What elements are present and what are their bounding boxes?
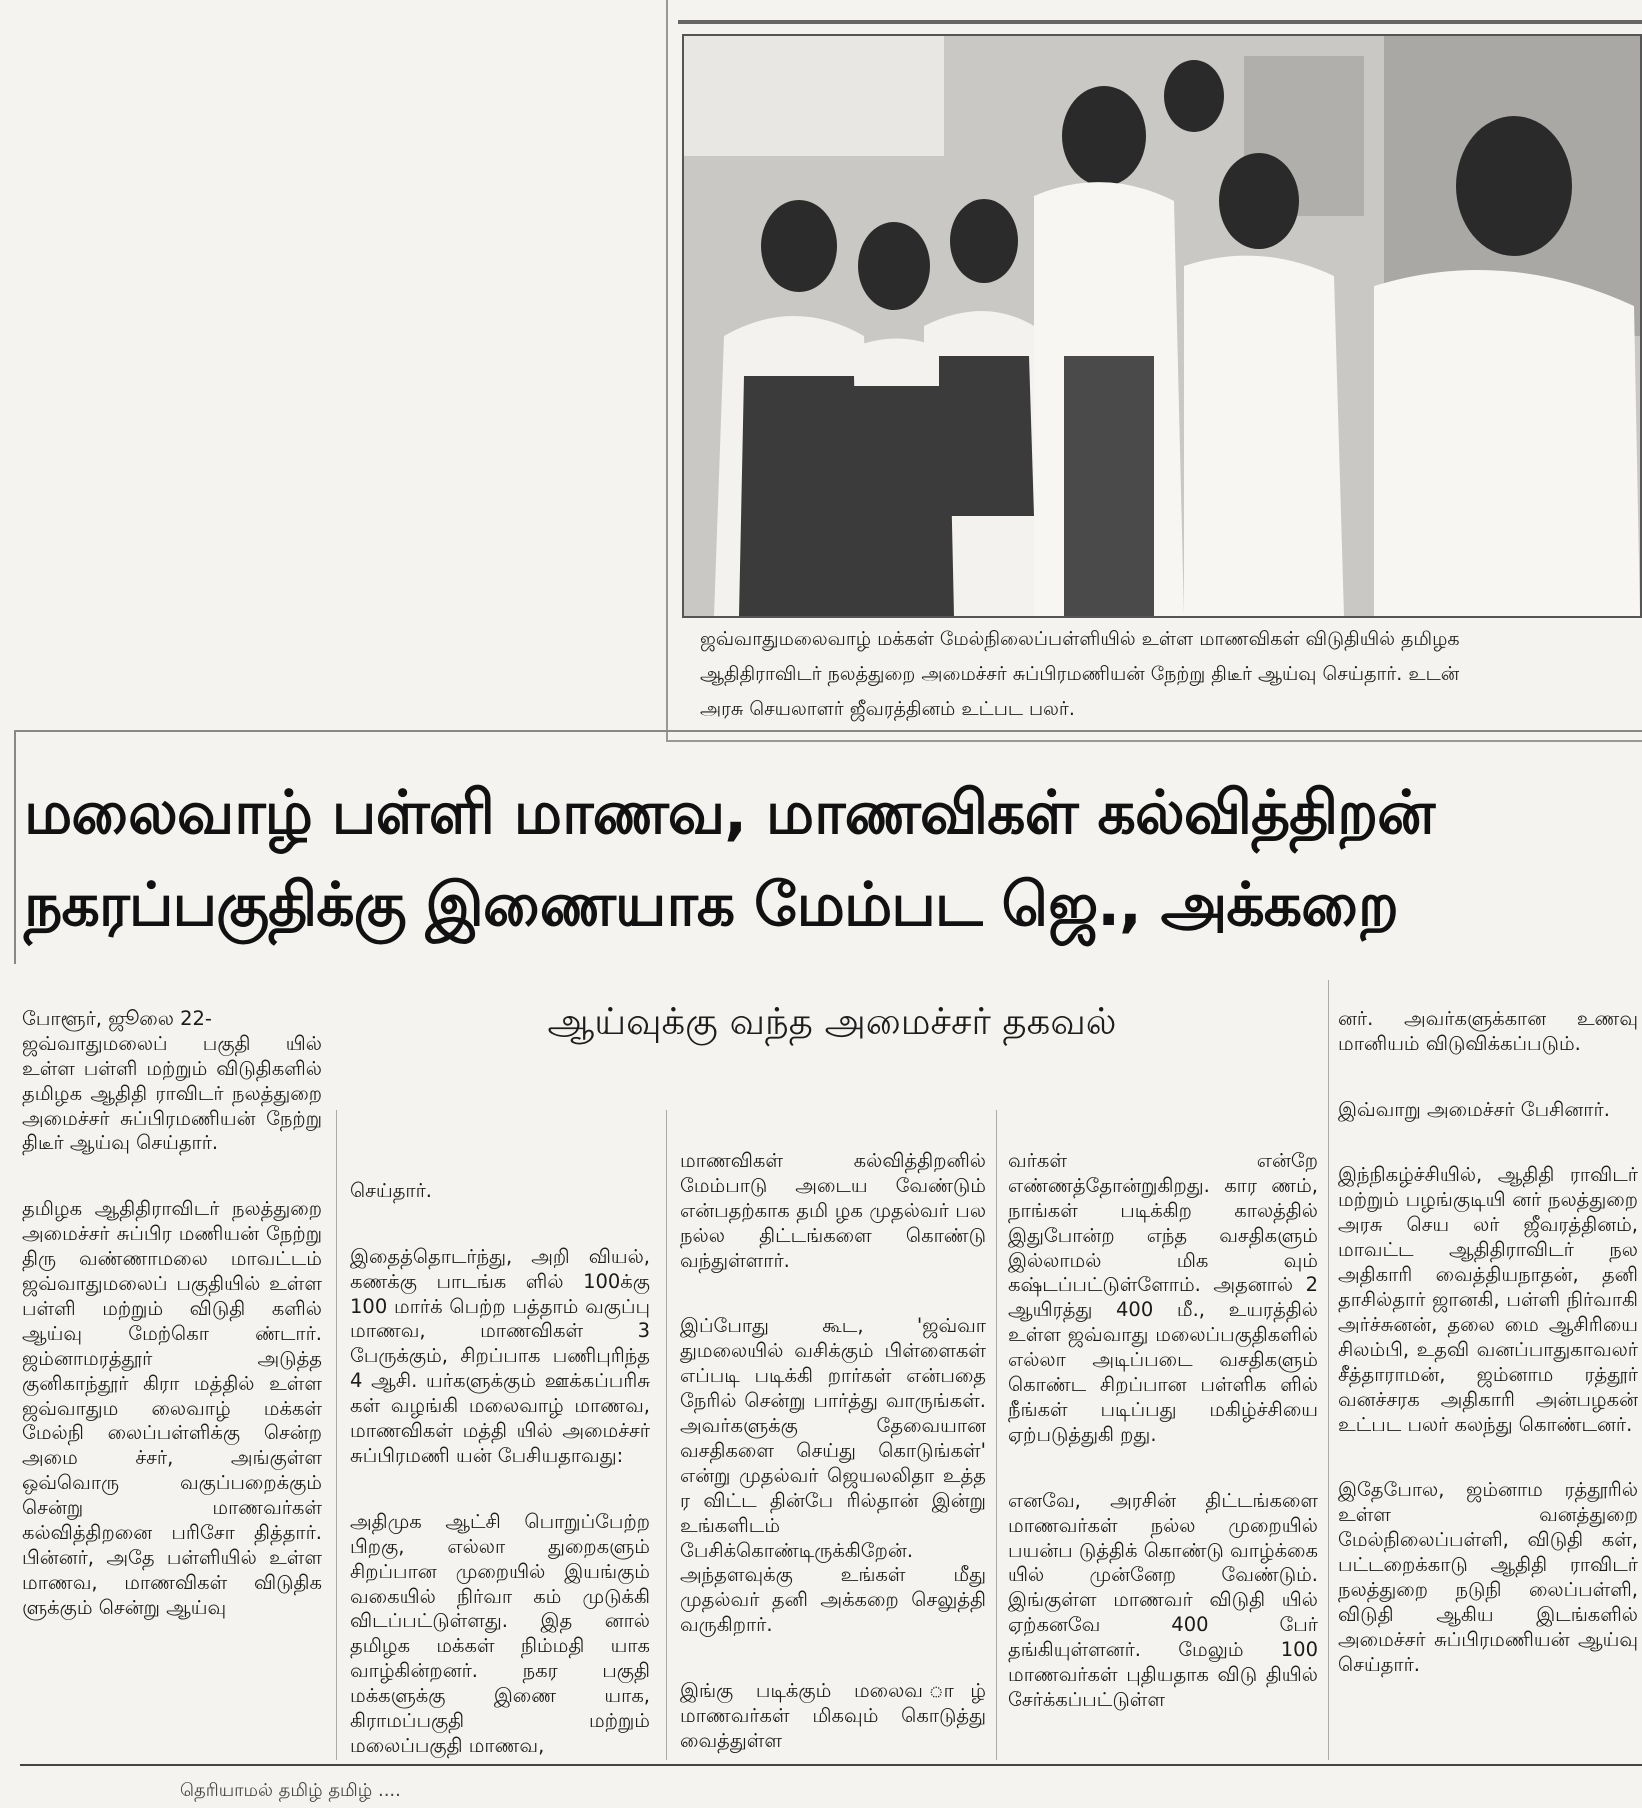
- article-column-1: [22, 982, 322, 1662]
- article-column-2: [350, 1154, 650, 1800]
- article-paragraph: செய்தார்.: [350, 1178, 432, 1202]
- column-divider: [336, 1110, 337, 1760]
- column-divider: [666, 1110, 667, 1760]
- article-paragraph: போளூர், ஜூலை 22- ஜவ்வாதுமலைப் பகுதி யில் உள்ள பள்ளி மற்றும் விடுதிகளில் தமிழக ஆதிதி ராவிடர் நலத்துறை அமைச்சர் சுப்பிரமணியன் நேற்று திடீர் ஆய்வு செய்தார்.: [22, 1006, 322, 1155]
- subheadline: ஆய்வுக்கு வந்த அமைச்சர் தகவல்: [547, 1000, 1117, 1043]
- article-paragraph: இதேபோல, ஜம்னாம ரத்தூரில் உள்ள வனத்துறை மேல்நிலைப்பள்ளி, விடுதி கள், பட்டறைக்காடு ஆதிதி ராவிடர் நலத்துறை நடுநி லைப்பள்ளி, விடுதி ஆகிய இடங்களில் அமைச்சர் சுப்பிரமணியன் ஆய்வு செய்தார்.: [1338, 1478, 1638, 1676]
- article-paragraph: இந்நிகழ்ச்சியில், ஆதிதி ராவிடர் மற்றும் பழங்குடியி னர் நலத்துறை அரசு செய லர் ஜீவரத்தினம், மாவட்ட ஆதிதிராவிடர் நல அதிகாரி வைத்தியநாதன், தனி தாசில்தார் ஜானகி, பள்ளி நிர்வாகி அர்ச்சுனன், தலை மை ஆசிரியை சிலம்பி, உதவி வனப்பாதுகாவலர் சீத்தாராமன், ஜம்னாம ரத்தூர் வனச்சரக அதிகாரி அன்பழகன் உட்பட பலர் கலந்து கொண்டனர்.: [1338, 1163, 1638, 1436]
- article-paragraph: எனவே, அரசின் திட்டங்களை மாணவர்கள் நல்ல முறையில் பயன்ப டுத்திக் கொண்டு வாழ்க்கை யில் முன்னேற வேண்டும். இங்குள்ள மாணவர் விடுதி யில் ஏற்கனவே 400 பேர் தங்கியுள்ளனர். மேலும் 100 மாணவர்கள் புதியதாக விடு தியில் சேர்க்கப்பட்டுள்ள: [1008, 1488, 1318, 1711]
- article-paragraph: வர்கள் என்றே எண்ணத்தோன்றுகிறது. கார ணம், நாங்கள் படிக்கிற காலத்தில் இதுபோன்ற எந்த வசதிகளும் இல்லாமல் மிக வும் கஷ்டப்பட்டுள்ளோம். அதனால் 2 ஆயிரத்து 400 மீ., உயரத்தில் உள்ள ஜவ்வாது மலைப்பகுதிகளில் எல்லா அடிப்படை வசதிகளும் கொண்ட சிறப்பான பள்ளிக ளில் நீங்கள் படிப்பது மகிழ்ச்சியை ஏற்படுத்துகி றது.: [1008, 1148, 1318, 1446]
- news-photo: [682, 34, 1642, 618]
- photo-caption: ஜவ்வாதுமலைவாழ் மக்கள் மேல்நிலைப்பள்ளியில் உள்ள மாணவிகள் விடுதியில் தமிழக ஆதிதிராவிடர் நலத்துறை அமைச்சர் சுப்பிரமணியன் நேற்று திடீர் ஆய்வு செய்தார். உடன் அரசு செயலாளர் ஜீவரத்தினம் உட்பட பலர்.: [700, 628, 1460, 720]
- headline-line-1: மலைவாழ் பள்ளி மாணவ, மாணவிகள் கல்வித்திறன்: [24, 778, 1435, 848]
- article-paragraph: அதிமுக ஆட்சி பொறுப்பேற்ற பிறகு, எல்லா துறைகளும் சிறப்பான முறையில் இயங்கும் வகையில் நிர்வா கம் முடுக்கி விடப்பட்டுள்ளது. இத னால் தமிழக மக்கள் நிம்மதி யாக வாழ்கின்றனர். நகர பகுதி மக்களுக்கு இணை யாக, கிராமப்பகுதி மற்றும் மலைப்பகுதி மாணவ,: [350, 1509, 650, 1757]
- photo-icon: [684, 36, 1640, 616]
- article-column-5: [1338, 982, 1638, 1718]
- column-divider: [1328, 980, 1329, 1760]
- next-article-fragment: தெரியாமல் தமிழ் தமிழ் ....: [180, 1780, 401, 1801]
- article-paragraph: இங்கு படிக்கும் மலைவ ாழ் மாணவர்கள் மிகவும் கொடுத்து வைத்துள்ள: [680, 1679, 986, 1752]
- article-paragraph: இப்போது கூட, 'ஜவ்வா துமலையில் வசிக்கும் பிள்ளைகள் எப்படி படிக்கி றார்கள் என்பதை நேரில் சென்று பார்த்து வாருங்கள். அவர்களுக்கு தேவையான வசதிகளை செய்து கொடுங்கள்' என்று முதல்வர் ஜெயலலிதா உத்த ர விட்ட தின்பே ரில்தான் இன்று உங்களிடம் பேசிக்கொண்டிருக்கிறேன். அந்தளவுக்கு உங்கள் மீது முதல்வர் தனி அக்கறை செலுத்தி வருகிறார்.: [680, 1314, 986, 1637]
- article-paragraph: தமிழக ஆதிதிராவிடர் நலத்துறை அமைச்சர் சுப்பிர மணியன் நேற்று திரு வண்ணாமலை மாவட்டம் ஜவ்வாதுமலைப் பகுதியில் உள்ள பள்ளி மற்றும் விடுதி களில் ஆய்வு மேற்கொ ண்டார். ஜம்னாமரத்தூர் அடுத்த குனிகாந்தூர் கிரா மத்தில் உள்ள ஜவ்வாதும லைவாழ் மக்கள் மேல்நி லைப்பள்ளிக்கு சென்ற அமை ச்சர், அங்குள்ள ஒவ்வொரு வகுப்பறைக்கும் சென்று மாணவர்கள் கல்வித்திறனை பரிசோ தித்தார். பின்னர், அதே பள்ளியில் உள்ள மாணவ, மாணவிகள் விடுதிக ளுக்கும் சென்று ஆய்வு: [22, 1197, 322, 1619]
- article-paragraph: இதைத்தொடர்ந்து, அறி வியல், கணக்கு பாடங்க ளில் 100க்கு 100 மார்க் பெற்ற பத்தாம் வகுப்பு மாணவ, மாணவிகள் 3 பேருக்கும், சிறப்பாக பணிபுரிந்த 4 ஆசி. யர்களுக்கும் ஊக்கப்பரிசு கள் வழங்கி மலைவாழ் மாணவ, மாணவிகள் மத்தி யில் அமைச்சர் சுப்பிரமணி யன் பேசியதாவது:: [350, 1244, 650, 1467]
- article-paragraph: மாணவிகள் கல்வித்திறனில் மேம்பாடு அடைய வேண்டும் என்பதற்காக தமி ழக முதல்வர் பல நல்ல திட்டங்களை கொண்டு வந்துள்ளார்.: [680, 1148, 986, 1272]
- article-paragraph: இவ்வாறு அமைச்சர் பேசினார்.: [1338, 1097, 1610, 1121]
- bottom-rule: [20, 1764, 1642, 1766]
- column-divider: [996, 1110, 997, 1760]
- article-column-4: [1008, 1124, 1318, 1754]
- article-column-3: [680, 1124, 986, 1795]
- article-paragraph: னர். அவர்களுக்கான உணவு மானியம் விடுவிக்கப்படும்.: [1338, 1006, 1638, 1055]
- headline-line-2: நகரப்பகுதிக்கு இணையாக மேம்பட ஜெ., அக்கறை: [24, 870, 1398, 940]
